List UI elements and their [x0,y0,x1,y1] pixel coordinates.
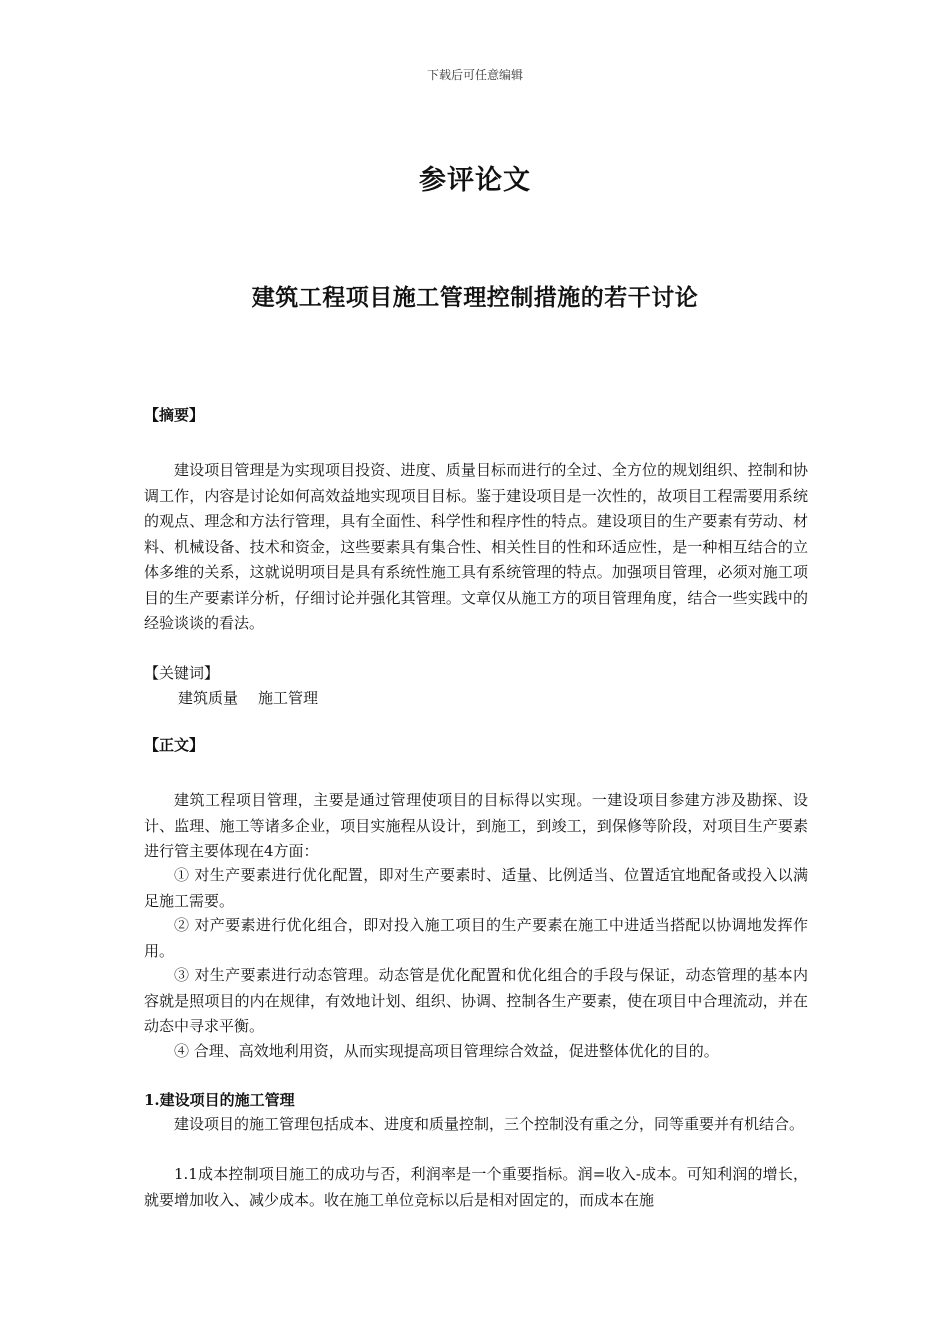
section-1-paragraph-1: 建设项目的施工管理包括成本、进度和质量控制，三个控制没有重之分，同等重要并有机结合。 [174,1115,805,1133]
keywords-label: 【关键词】 [144,664,220,682]
abstract-label: 【摘要】 [144,406,205,424]
paper-title: 建筑工程项目施工管理控制措施的若干讨论 [251,285,699,311]
keyword-item: 建筑质量 [178,689,239,707]
keyword-item: 施工管理 [258,689,319,707]
section-1-paragraph-2: 1.1成本控制项目施工的成功与否，利润率是一个重要指标。润=收入-成本。可知利润的增长，就要增加收入、减少成本。收在施工单位竞标以后是相对固定的，而成本在施 [144,1165,808,1209]
document-title: 参评论文 [419,165,531,196]
body-intro: 建筑工程项目管理，主要是通过管理使项目的目标得以实现。一建设项目参建方涉及勘探、设计、监理、施工等诸多企业，项目实施程从设计，到施工，到竣工，到保修等阶段，对项目生产要素进行管主要体现在4方面： [144,791,808,860]
body-point-3: ③ 对生产要素进行动态管理。动态管是优化配置和优化组合的手段与保证，动态管理的基本内容就是照项目的内在规律，有效地计划、组织、协调、控制各生产要素，使在项目中合理流动，并在动态中寻求平衡。 [144,966,808,1035]
page-header-note: 下载后可任意编辑 [426,68,523,82]
body-point-4: ④ 合理、高效地利用资，从而实现提高项目管理综合效益，促进整体优化的目的。 [174,1042,719,1060]
abstract-text: 建设项目管理是为实现项目投资、进度、质量目标而进行的全过、全方位的规划组织、控制和协调工作，内容是讨论如何高效益地实现项目目标。鉴于建设项目是一次性的，故项目工程需要用系统的观点、理念和方法行管理，具有全面性、科学性和程序性的特点。建设项目的生产要素有劳动、材料、机械设备、技术和资金，这些要素具有集合性、相关性目的性和环适应性，是一种相互结合的立体多维的关系，这就说明项目是具有系统性施工具有系统管理的特点。加强项目管理，必须对施工项目的生产要素详分析，仔细讨论并强化其管理。文章仅从施工方的项目管理角度，结合一些实践中的经验谈谈的看法。 [144,461,808,632]
keywords-list [178,687,318,708]
body-point-1: ① 对生产要素进行优化配置，即对生产要素时、适量、比例适当、位置适宜地配备或投入以满足施工需要。 [144,866,808,910]
body-point-2: ② 对产要素进行优化组合，即对投入施工项目的生产要素在施工中进适当搭配以协调地发挥作用。 [144,916,808,960]
body-label: 【正文】 [144,736,205,754]
section-1-heading: 1.建设项目的施工管理 [144,1091,295,1109]
